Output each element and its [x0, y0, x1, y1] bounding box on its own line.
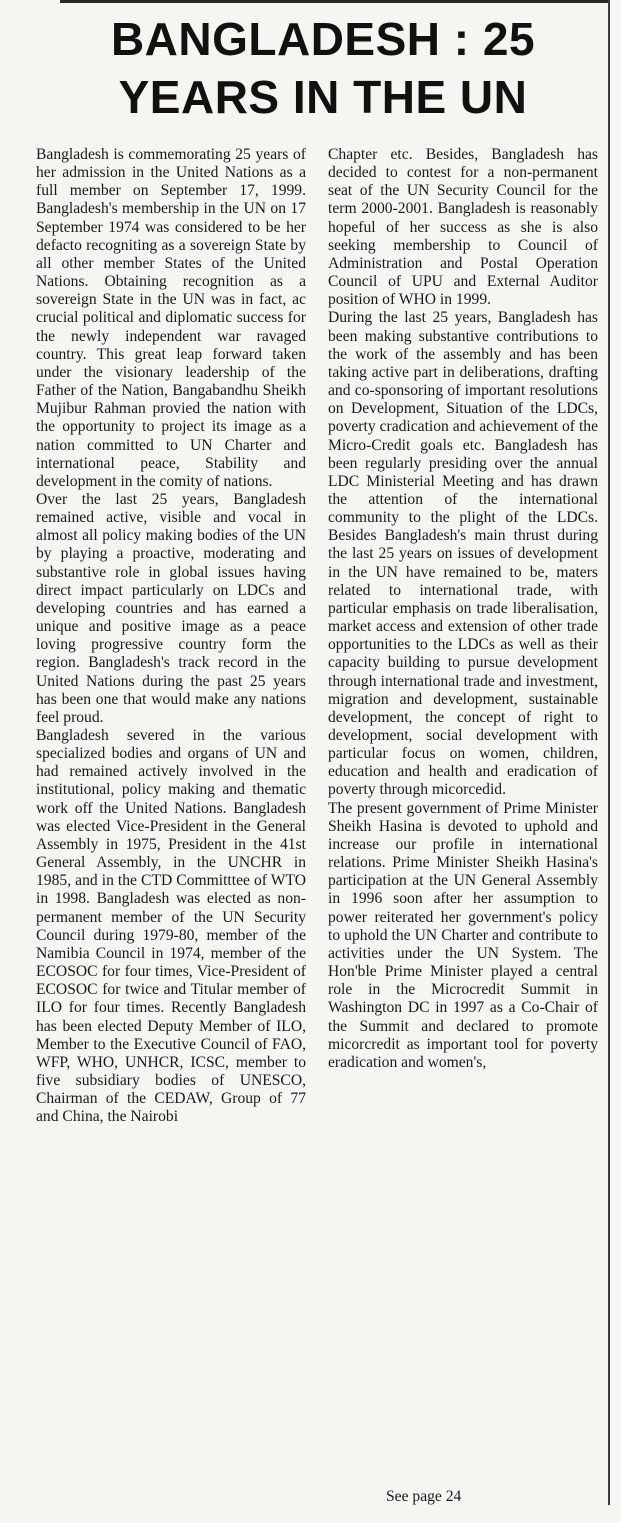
continuation-note: See page 24 — [386, 1488, 462, 1505]
article-headline — [40, 10, 606, 126]
headline-line-1: BANGLADESH : 25 — [110, 13, 536, 65]
headline-line-2: YEARS IN THE UN — [118, 71, 528, 123]
paragraph: During the last 25 years, Bangladesh has been making substantive contributions to the work of the assembly and has been taking active part in deliberations, drafting and co-sponsoring of important resolutions on Development, Situation of the LDCs, poverty cradication and achievement of the Micro-Credit goals etc. Bangladesh has been regularly presiding over the annual LDC Ministerial Meeting and has drawn the attention of the international community to the plight of the LDCs. Besides Bangladesh's main thrust during the last 25 years on issues of development in the UN have remained to be, maters related to international trade, with particular emphasis on trade liberalisation, market access and extension of other trade opportunities to the LDCs as well as their capacity building to pursue development through international trade and investment, migration and development, sustainable development, the concept of right to development, social development with particular focus on women, children, education and health and eradication of poverty through micorcedid. — [328, 309, 598, 799]
paragraph: Chapter etc. Besides, Bangladesh has decided to contest for a non-permanent seat of the UN Security Council for the term 2000-2001. Bangladesh is reasonably hopeful of her success as she is also seeking membership to Council of Administration and Postal Operation Council of UPU and External Auditor position of WHO in 1999. — [328, 146, 598, 309]
paragraph: Bangladesh severed in the various specialized bodies and organs of UN and had remained actively involved in the institutional, policy making and thematic work off the United Nations. Bangladesh was elected Vice-President in the General Assembly in 1975, President in the 41st General Assembly, in the UNCHR in 1985, and in the CTD Committtee of WTO in 1998. Bangladesh was elected as non-permanent member of the UN Security Council during 1979-80, member of the Namibia Council in 1974, member of the ECOSOC for four times, Vice-President of ECOSOC for twice and Titular member of ILO for four times. Recently Bangladesh has been elected Deputy Member of ILO, Member to the Executive Council of FAO, WFP, WHO, UNHCR, ICSC, member to five subsidiary bodies of UNESCO, Chairman of the CEDAW, Group of 77 and China, the Nairobi — [36, 727, 306, 1126]
top-rule — [60, 0, 610, 3]
paragraph: Over the last 25 years, Bangladesh remained active, visible and vocal in almost all policy making bodies of the UN by playing a proactive, moderating and substantive role in global issues having direct impact particularly on LDCs and developing countries and has earned a unique and positive image as a peace loving progressive country form the region. Bangladesh's track record in the United Nations during the past 25 years has been one that would make any nations feel proud. — [36, 490, 306, 726]
right-column — [328, 146, 598, 1072]
paragraph: Bangladesh is commemorating 25 years of her admission in the United Nations as a full member on September 17, 1999. Bangladesh's membership in the UN on 17 September 1974 was considered to be her defacto recogniting as a sovereign State by all other member States of the United Nations. Obtaining recognition as a sovereign State in the UN was in fact, ac crucial political and diplomatic success for the newly independent war ravaged country. This great leap forward taken under the visionary leadership of the Father of the Nation, Bangabandhu Sheikh Mujibur Rahman provied the nation with the opportunity to project its image as a nation committed to UN Charter and international peace, Stability and development in the comity of nations. — [36, 146, 306, 490]
left-column — [36, 146, 306, 1126]
right-border-rule — [608, 0, 610, 1505]
paragraph: The present government of Prime Minister Sheikh Hasina is devoted to uphold and increase our profile in international relations. Prime Minister Sheikh Hasina's participation at the UN General Assembly in 1996 soon after her assumption to power reiterated her government's policy to uphold the UN Charter and contribute to activities under the UN System. The Hon'ble Prime Minister played a central role in the Microcredit Summit in Washington DC in 1997 as a Co-Chair of the Summit and declared to promote micorcredit as important tool for poverty eradication and women's, — [328, 799, 598, 1071]
